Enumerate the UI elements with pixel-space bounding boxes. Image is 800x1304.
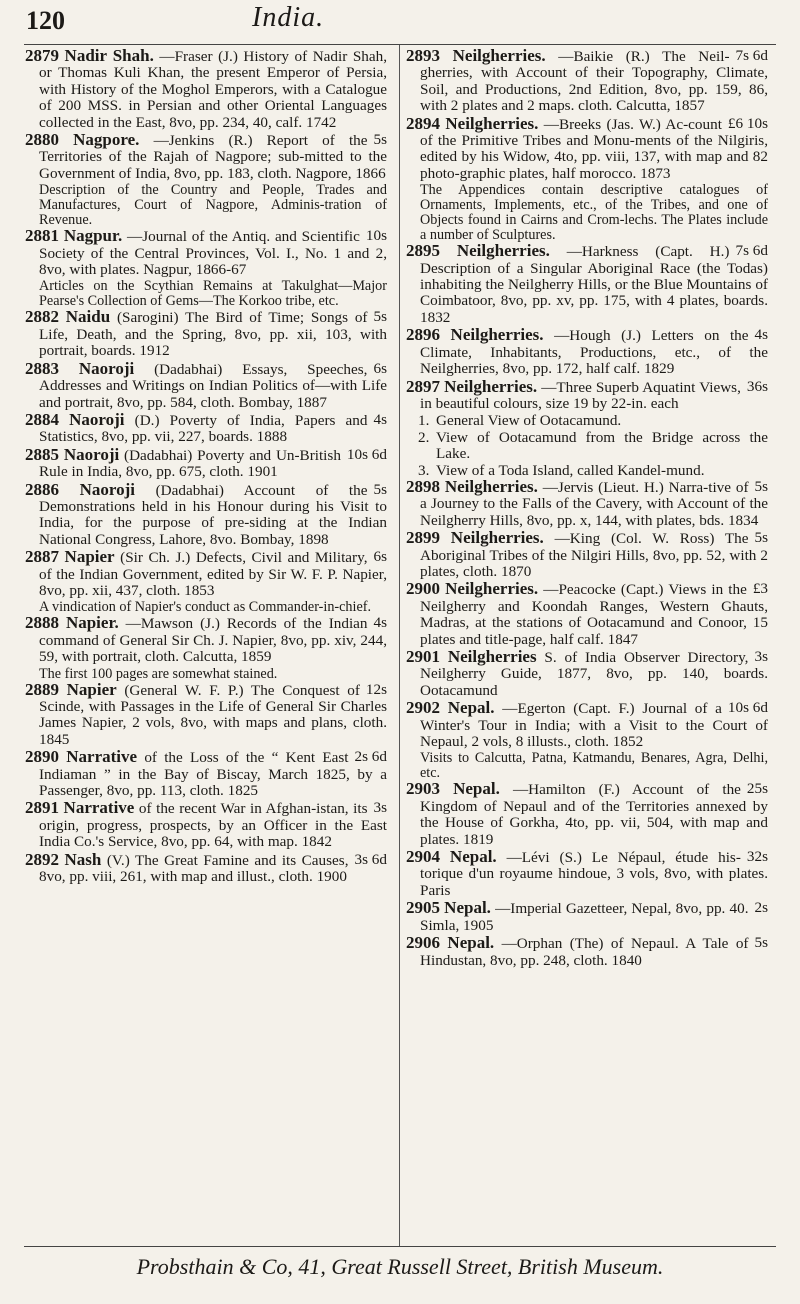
entry-price: 5s (754, 477, 768, 495)
entry-heading: Narrative (66, 747, 138, 767)
entry-number: 2885 (25, 444, 59, 464)
page-header (0, 0, 800, 42)
entry-price: 3s (754, 648, 768, 665)
entry-heading: Naoroji (63, 444, 120, 464)
entry-description: (Sir Ch. J.) Defects, Civil and Military, of the Indian Government, edited by Sir W. F. P. Napier, 8vo, pp. xii, 437, cloth. 1853 (39, 549, 387, 599)
entry-description: —Orphan (The) of Nepaul. A Tale of Hindustan, 8vo, pp. 248, cloth. 1840 (420, 935, 749, 969)
entry-description: of the Loss of the “ Kent East Indiaman ” in the Bay of Biscay, March 1825, by a Passenger, 8vo, pp. 113, cloth. 1825 (39, 749, 387, 800)
page-number: 120 (26, 6, 65, 35)
entry-heading: Neilgherries. (452, 46, 546, 65)
entry-heading: Nepal. (449, 847, 497, 867)
entry-description: —Egerton (Capt. F.) Journal of a Winter's Tour in India; with a Visit to the Court of Nepaul, 2 vols, 8 illusts., cloth. 1852 (420, 700, 768, 751)
entry-description: of the recent War in Afghan-istan, its origin, progress, prospects, by an Officer in the East India Co.'s Service, 8vo, pp. 64, with map. 1842 (39, 800, 387, 851)
right-column (406, 48, 768, 970)
entry-description: —Fraser (J.) History of Nadir Shah, or Thomas Kuli Khan, the present Emperor of Persia, with History of the Moghol Emperors, with a Catalogue of 200 MSS. in Persian and other Oriental Languages collected in the East, 8vo, pp. 234, 40, calf. 1742 (39, 48, 388, 131)
entry-number: 2887 (25, 547, 59, 567)
entry-heading: Neilgherries. (445, 579, 539, 599)
entry-price: £6 10s (727, 114, 768, 132)
entry-heading: Nagpur. (63, 226, 123, 246)
catalogue-entry (25, 479, 387, 549)
entry-description: —Peacocke (Capt.) Views in the Neilgherry and Koondah Ranges, Western Ghauts, Madras, at the stations of Ootacamund and Conoor, 15 plates and title-page, half calf. 1847 (420, 581, 768, 648)
entry-price: 6s (373, 359, 387, 377)
entry-price: 4s (754, 326, 768, 344)
entry-heading: Nepal. (447, 698, 495, 718)
sub-item-text: General View of Ootacamund. (436, 412, 622, 430)
entry-description: S. of India Observer Directory, Neilgherry Guide, 1877, 8vo, pp. 140, boards. Ootacamund (420, 649, 768, 699)
entry-number: 2897 (406, 376, 440, 396)
page-title: India. (252, 2, 325, 33)
entry-note: The Appendices contain descriptive catalogues of Ornaments, Implements, etc., of the Tribes, and one of Objects found in Cairns and Crom-lechs. The Plates include a number of Sculptures. (420, 182, 768, 244)
catalogue-entry (25, 444, 387, 481)
catalogue-entry (406, 530, 768, 580)
entry-price: 5s (373, 131, 387, 149)
entry-description: (General W. F. P.) The Conquest of Scinde, with Passages in the Life of General Sir Charles James Napier, 2 vols, 8vo, with maps and plans, cloth. 1845 (39, 681, 387, 748)
entry-price: 4s (373, 410, 387, 428)
catalogue-entry (406, 649, 768, 699)
entry-number: 2880 (25, 130, 59, 150)
catalogue-entry (25, 409, 387, 446)
sub-item (406, 413, 768, 429)
entry-heading: Neilgherries. (450, 325, 544, 345)
entry-heading: Naoroji (78, 358, 135, 378)
entry-price: 5s (754, 529, 768, 547)
entry-heading: Naoroji (79, 479, 135, 499)
catalogue-entry (406, 376, 768, 413)
entry-price: £3 (752, 580, 768, 598)
entry-heading: Neilgherries. (444, 376, 538, 396)
sub-item-number: 2. (418, 428, 430, 446)
catalogue-entry (406, 900, 768, 934)
catalogue-entry (406, 849, 768, 899)
entry-number: 2898 (406, 476, 440, 496)
entry-description: —King (Col. W. Ross) The Aboriginal Tribes of the Nilgiri Hills, 8vo, pp. 52, with 2 plates, cloth. 1870 (420, 530, 768, 580)
entry-price: 6s (373, 548, 387, 566)
entry-number: 2904 (406, 847, 440, 867)
entry-price: 5s (754, 934, 768, 952)
entry-heading: Neilgherries (447, 647, 537, 666)
entry-description: (Dadabhai) Essays, Speeches, Addresses and Writings on Indian Politics of—with Life and portrait, 8vo, pp. 584, cloth. Bombay, 1887 (39, 360, 387, 411)
entry-number: 2905 (406, 898, 440, 918)
entry-heading: Neilgherries. (445, 113, 539, 133)
entry-number: 2901 (406, 647, 440, 666)
sub-item (406, 430, 768, 463)
catalogue-entry (406, 113, 768, 183)
entry-note: Visits to Calcutta, Patna, Katmandu, Benares, Agra, Delhi, etc. (420, 750, 768, 782)
entry-number: 2899 (406, 528, 440, 548)
entry-heading: Nagpore. (73, 130, 140, 150)
entry-number: 2895 (406, 241, 440, 261)
catalogue-entry (25, 228, 387, 278)
entry-number: 2890 (25, 747, 59, 767)
entry-description: —Three Superb Aquatint Views, in beautiful colours, size 19 by 22-in. each (420, 378, 741, 412)
entry-heading: Neilgherries. (450, 528, 544, 548)
entry-price: 10s 6d (727, 699, 768, 717)
entry-number: 2888 (25, 613, 59, 633)
sub-item-number: 1. (418, 412, 430, 430)
entry-description: —Lévi (S.) Le Népaul, étude his-torique d'un royaume hindoue, 3 vols, 8vo, with plates. Paris (420, 849, 768, 899)
catalogue-entry (25, 549, 387, 599)
entry-heading: Naidu (65, 307, 111, 327)
entry-description: (Dadabhai) Poverty and Un-British Rule in India, 8vo, pp. 675, cloth. 1901 (39, 446, 341, 481)
entry-price: 10s 6d (346, 445, 387, 463)
entry-price: 4s (373, 614, 387, 632)
catalogue-entry (25, 679, 387, 749)
column-divider (399, 45, 400, 1246)
entry-price: 32s (746, 848, 768, 866)
entry-number: 2883 (25, 358, 59, 378)
entry-heading: Napier. (65, 613, 119, 633)
catalogue-entry (25, 48, 387, 131)
publisher-footer: Probsthain & Co, 41, Great Russell Street, British Museum. (136, 1254, 664, 1279)
entry-heading: Nadir Shah. (64, 46, 154, 65)
entry-note: The first 100 pages are somewhat stained. (39, 665, 278, 682)
catalogue-entry (25, 615, 387, 665)
catalogue-entry (25, 132, 387, 182)
entry-heading: Nepal. (444, 898, 491, 918)
entry-price: 2s 6d (354, 748, 387, 766)
left-column (25, 48, 387, 886)
entry-description: —Mawson (J.) Records of the Indian command of General Sir Ch. J. Napier, 8vo, pp. xiv, 244, 59, with portrait, cloth. Calcutta, 1859 (39, 615, 387, 666)
entry-heading: Nash (64, 849, 102, 869)
entry-number: 2889 (25, 679, 59, 699)
catalogue-entry (406, 243, 768, 326)
entry-price: 7s 6d (735, 242, 768, 260)
entry-heading: Napier (66, 679, 117, 699)
catalogue-entry (25, 358, 387, 411)
entry-description: —Harkness (Capt. H.) Description of a Singular Aboriginal Race (the Todas) inhabiting the Neilgherry Hills, or the Blue Mountains of Coimbatoor, 8vo, pp. xv, pp. 175, with 4 plates, boards. 1832 (420, 243, 768, 326)
entry-number: 2893 (406, 46, 440, 65)
top-rule (24, 44, 776, 45)
entry-price: 2s (754, 899, 768, 917)
entry-note: Articles on the Scythian Remains at Takulghat—Major Pearse's Collection of Gems—The Korkoo tribe, etc. (39, 278, 387, 310)
entry-description: (D.) Poverty of India, Papers and Statistics, 8vo, pp. vii, 227, boards. 1888 (39, 411, 368, 446)
sub-item-number: 3. (418, 461, 430, 479)
entry-description: —Journal of the Antiq. and Scientific Society of the Central Provinces, Vol. I., No. 1 and 2, 8vo, with plates. Nagpur, 1866-67 (39, 228, 387, 279)
catalogue-entry (25, 849, 387, 886)
entry-description: —Baikie (R.) The Neil-gherries, with Account of their Topography, Climate, Soil, and Productions, 2nd Edition, 8vo, pp. 159, 86, with 2 plates and 2 maps. cloth. Calcutta, 1857 (420, 48, 768, 115)
entry-heading: Narrative (63, 798, 135, 818)
entry-description: —Breeks (Jas. W.) Ac-count of the Primitive Tribes and Monu-ments of the Nilgiris, edited by his Widow, 4to, pp. viii, 137, with map and 82 photo-graphic plates, half morocco. 1873 (420, 115, 768, 182)
entry-heading: Napier (64, 547, 115, 567)
entry-number: 2882 (25, 307, 59, 327)
entry-number: 2903 (406, 779, 440, 799)
entry-description: (Dadabhai) Account of the Demonstrations held in his Honour during his Visit to India, for the purpose of pre-siding at the Indian National Congress, Lahore, 8vo. Bombay, 1898 (39, 481, 387, 548)
entry-number: 2892 (25, 849, 59, 869)
entry-number: 2902 (406, 698, 440, 718)
catalogue-entry (406, 48, 768, 115)
catalogue-entry (406, 781, 768, 848)
sub-item-text: View of a Toda Island, called Kandel-mund. (436, 461, 705, 479)
entry-number: 2884 (25, 409, 59, 429)
entry-description: (V.) The Great Famine and its Causes, 8vo, pp. viii, 261, with map and illust., cloth. 1900 (39, 851, 349, 886)
entry-number: 2896 (406, 325, 440, 345)
bottom-rule (24, 1246, 776, 1247)
entry-number: 2900 (406, 579, 440, 599)
catalogue-entry (406, 327, 768, 377)
entry-price: 7s 6d (735, 47, 768, 64)
entry-price: 5s (373, 480, 387, 498)
sub-item-text: View of Ootacamund from the Bridge across the Lake. (436, 428, 768, 463)
entry-number: 2894 (406, 113, 440, 133)
entry-note: Description of the Country and People, Trades and Manufactures, Court of Nagpore, Adminis-tration of Revenue. (39, 182, 387, 229)
entry-number: 2881 (25, 226, 59, 246)
entry-number: 2906 (406, 933, 440, 953)
entry-price: 3s (373, 799, 387, 817)
catalogue-entry (25, 800, 387, 850)
entry-price: 36s (746, 377, 768, 395)
entry-number: 2891 (25, 798, 59, 818)
entry-price: 12s (365, 680, 387, 698)
catalogue-entry (25, 309, 387, 359)
entry-description: —Hamilton (F.) Account of the Kingdom of Nepaul and of the Territories annexed by the House of Gorkha, 4to, pp. vii, 504, with map and plates. 1819 (420, 781, 768, 848)
entry-description: —Imperial Gazetteer, Nepal, 8vo, pp. 40. Simla, 1905 (420, 900, 749, 934)
entry-note: A vindication of Napier's conduct as Commander-in-chief. (39, 599, 372, 616)
catalogue-entry (406, 476, 768, 529)
entry-description: (Sarogini) The Bird of Time; Songs of Life, Death, and the Spring, 8vo, pp. xii, 103, with portrait, boards. 1912 (39, 309, 387, 360)
entry-description: —Jervis (Lieut. H.) Narra-tive of a Journey to the Falls of the Cavery, with Account of the Neilgherry Hills, 8vo, pp. x, 144, with plates, bds. 1834 (420, 478, 768, 529)
entry-heading: Nepal. (447, 933, 495, 953)
catalogue-entry (25, 749, 387, 799)
entry-description: —Hough (J.) Letters on the Climate, Inhabitants, Productions, etc., of the Neilgherries, 8vo, pp. 172, half calf. 1829 (420, 327, 768, 378)
catalogue-entry (406, 935, 768, 969)
entry-heading: Naoroji (69, 409, 125, 429)
entry-price: 25s (746, 780, 768, 798)
catalogue-entry (406, 700, 768, 750)
catalogue-entry (406, 581, 768, 648)
entry-price: 3s 6d (354, 850, 387, 868)
entry-number: 2879 (25, 46, 59, 65)
entry-price: 10s (365, 227, 387, 245)
entry-price: 5s (373, 308, 387, 326)
entry-heading: Nepal. (453, 779, 500, 799)
entry-number: 2886 (25, 479, 59, 499)
entry-heading: Neilgherries. (456, 241, 550, 261)
entry-heading: Neilgherries. (444, 476, 538, 496)
entry-description: —Jenkins (R.) Report of the Territories of the Rajah of Nagpore; sub-mitted to the Government of India, 8vo, pp. 183, cloth. Nagpore, 1866 (39, 132, 387, 182)
